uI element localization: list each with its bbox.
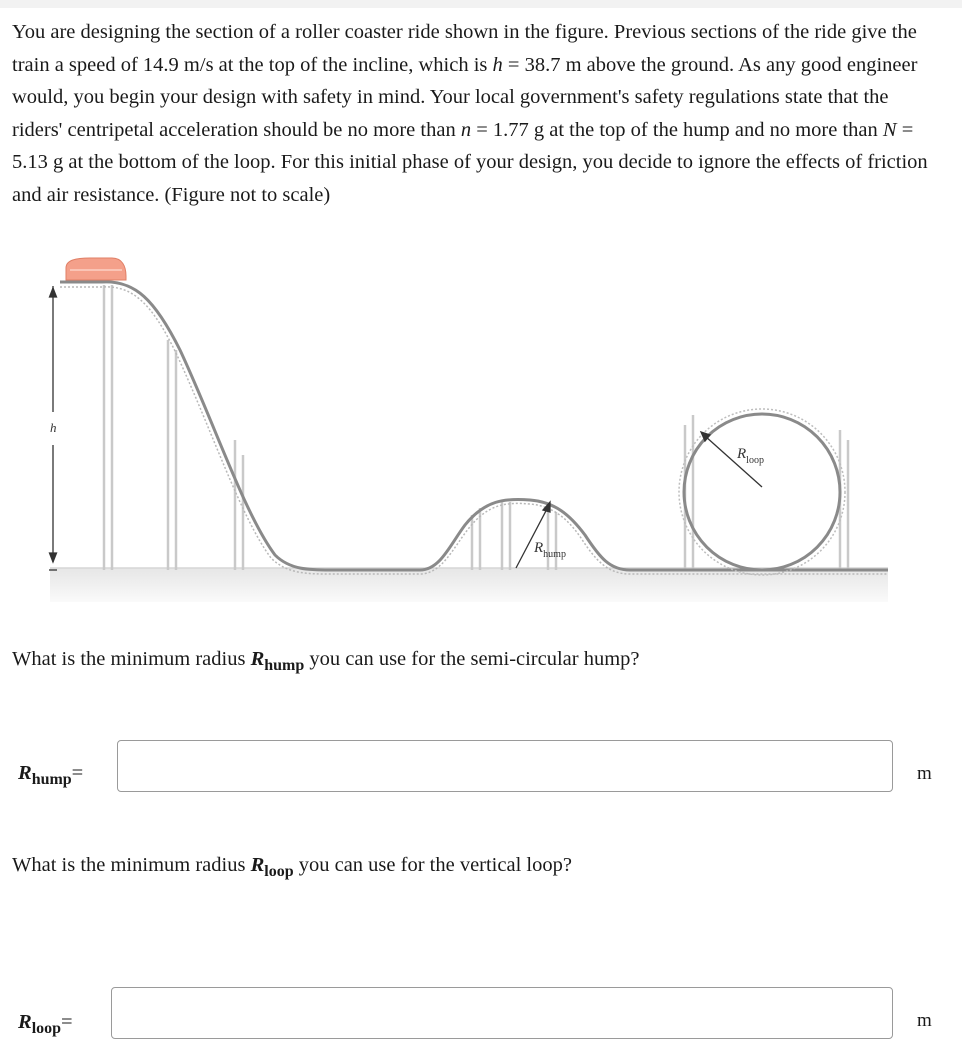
r-loop-label: $R_{loop}$ bbox=[737, 446, 764, 466]
problem-statement: You are designing the section of a roller coaster ride shown in the figure. Previous sections of the ride give the train a speed of 14.9 m/s at the top of the incline, which is h = 38.7 m above the ground. As any good engineer would, you begin your design with safety in mind. Your local government's safety regulations state that the riders' centripetal acceleration should be no more than n = 1.77 g at the top of the hump and no more than N = 5.13 g at the bottom of the loop. For this initial phase of your design, you decide to ignore the effects of friction and air resistance. (Figure not to scale) bbox=[12, 21, 928, 206]
h-label: h bbox=[50, 420, 57, 435]
support-posts bbox=[104, 285, 848, 570]
h-value: 38.7 m bbox=[524, 53, 582, 76]
question-loop: What is the minimum radius $R_{loop}$ you can use for the vertical loop? bbox=[12, 854, 572, 880]
n-value: 1.77 g bbox=[492, 118, 545, 141]
h-symbol: h bbox=[492, 53, 503, 76]
n-symbol: n bbox=[460, 118, 472, 141]
r-hump-label: $R_{hump}$ bbox=[534, 540, 566, 560]
N-value: 5.13 g bbox=[12, 151, 64, 173]
roller-coaster-figure bbox=[40, 240, 900, 610]
r-hump-answer-label: $R_{hump}=$ bbox=[18, 762, 84, 788]
speed-value: 14.9 m/s bbox=[142, 53, 214, 76]
r-hump-input[interactable] bbox=[117, 740, 893, 792]
top-band bbox=[0, 0, 962, 8]
question-hump: What is the minimum radius $R_{hump}$ you can use for the semi-circular hump? bbox=[12, 648, 640, 674]
ground bbox=[50, 568, 888, 602]
coaster-car bbox=[66, 258, 126, 280]
r-loop-input[interactable] bbox=[111, 987, 893, 1039]
r-loop-answer-label: $R_{loop}=$ bbox=[18, 1011, 73, 1037]
N-symbol: N bbox=[882, 118, 897, 141]
coaster-track bbox=[60, 282, 888, 570]
r-hump-unit: m bbox=[917, 763, 932, 784]
r-loop-unit: m bbox=[917, 1010, 932, 1031]
